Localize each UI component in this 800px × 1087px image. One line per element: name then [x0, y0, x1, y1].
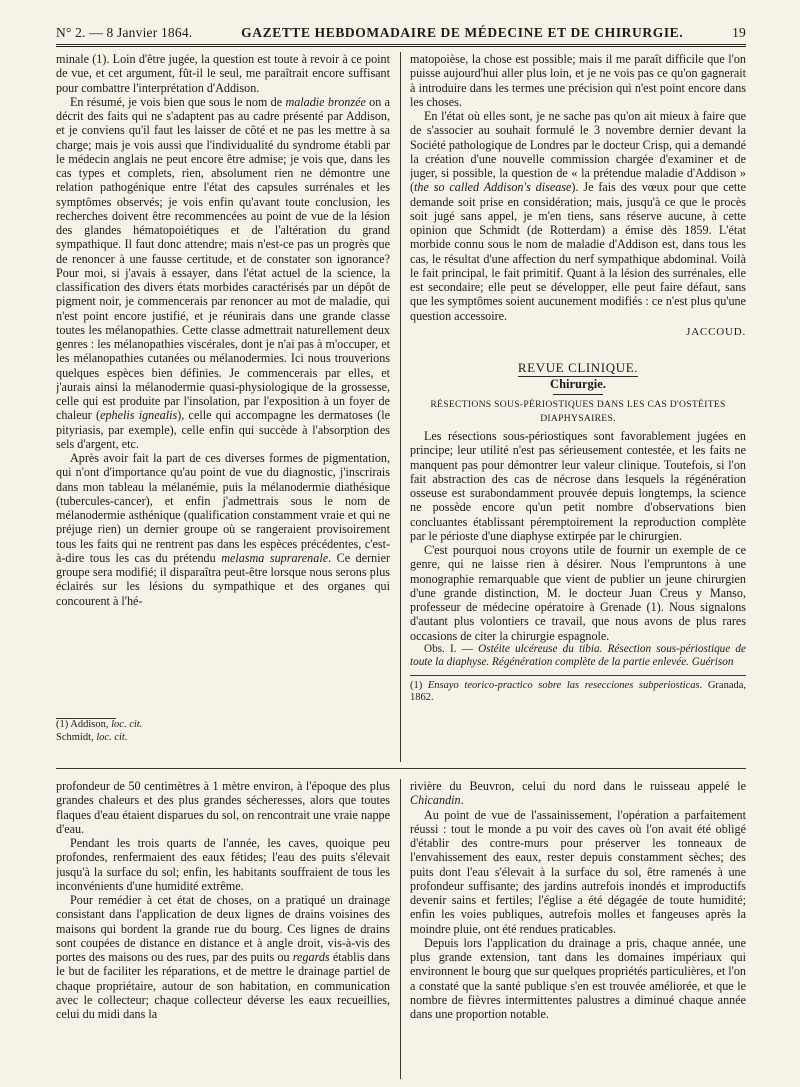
subtitle-rule: [553, 394, 603, 395]
paragraph: Les résections sous-périostiques sont favorablement jugées en principe; leur utilité n'est pas sérieusement contestée, et les faits ne manquent pas pour démontrer leur valeur clinique. Toutefois, si l'on fait abstraction des cas de nécrose dans lesquels la régénération osseuse est surabondamment prouvée depuis longtemps, la science ne possède encore qu'un petit nombre d'observations bien concluantes établissant péremptoirement la reproduction complète par le périoste d'une diaphyse extirpée par le chirurgien.: [410, 429, 746, 543]
paragraph: C'est pourquoi nous croyons utile de fournir un exemple de ce genre, qui ne laisse rien à désirer. Nous l'empruntons à une monographie remarquable que vient de publier un jeune chirurgien d'une grande distinction, M. le docteur Juan Creus y Manso, professeur de médecine opératoire à Grenade (1). Nous signalons d'autant plus volontiers ce travail, que nous avons de plus rares occasions de citer la chirurgie espagnole.: [410, 543, 746, 643]
author-signature: JACCOUD.: [686, 325, 746, 338]
paragraph: Au point de vue de l'assainissement, l'opération a parfaitement réussi : tout le monde a pu voir des caves où l'on avait été obligé d'établir des contre-murs pour préserver les tonneaux de l'envahissement des eaux, rester depuis constamment sèches; des puits dont l'eau s'élevait à la surface du sol, être ramenés à une profondeur suffisante; des jardins autrefois inondés et improductifs devenir sains et fertiles; l'église a été dégagée de toute humidité; enfin les voies publiques, autrefois molles et fangeuses après la moindre pluie, ont été rendues praticables.: [410, 807, 746, 936]
section-divider: [56, 768, 746, 769]
column-top-left: [56, 52, 390, 697]
column-bottom-left: [56, 779, 390, 1079]
article-heading: RÉSECTIONS SOUS-PÉRIOSTIQUES DANS LES CAS D'OSTÉITES DIAPHYSAIRES.: [430, 398, 726, 424]
column-divider-lower: [400, 779, 401, 1079]
paragraph: matopoièse, la chose est possible; mais il me paraît difficile que l'on puisse aujourd'hui aller plus loin, et je ne vois pas ce qu'on gagnerait à introduire dans les termes une précision qui n'est point encore dans les choses.: [410, 52, 746, 109]
column-top-right: [410, 52, 746, 714]
column-bottom-right: [410, 779, 746, 1079]
paragraph: minale (1). Loin d'être jugée, la question est toute à revoir à ce point de vue, et cet argument, fût-il le seul, me paraîtrait encore suffisant pour combattre l'interprétation d'Addison.: [56, 52, 390, 95]
paragraph: Pendant les trois quarts de l'année, les caves, quoique peu profondes, renfermaient des eaux fétides; l'eau des puits s'élevait jusqu'à la surface du sol; enfin, les habitants souffraient de tous les inconvénients d'une humidité extrême.: [56, 836, 390, 893]
section-title: REVUE CLINIQUE.: [517, 360, 639, 375]
issue-number: N° 2. — 8 Janvier 1864.: [56, 25, 193, 40]
paragraph: En l'état où elles sont, je ne sache pas qu'on ait mieux à faire que de s'associer au souhait formulé le 3 novembre dernier devant la Société pathologique de Londres par le docteur Crisp, qui a demandé la création d'une nouvelle commission chargée d'examiner et de juger, si possible, la question de « la prétendue maladie d'Addison » (the so called Addison's disease). Je fais des vœux pour que cette demande soit prise en considération; mais, jusqu'à ce que le procès soit jugé sans appel, je m'en tiens, sans réserve aucune, à cette opinion que Schmidt (de Rotterdam) a émise dès 1859. L'état morbide connu sous le nom de maladie d'Addison est, dans tous les cas, le résultat d'une affection du nerf sympathique abdominal. Voilà le fait principal, le fait primitif. Quant à la lésion des surrénales, elle est secondaire; elle peut se développer, elle peut faire défaut, sans que les symptômes soient aucunement modifiés : ce n'est plus qu'une question accessoire.: [410, 109, 746, 323]
paragraph: Après avoir fait la part de ces diverses formes de pigmentation, qui n'ont d'importance qu'au point de vue du diagnostic, j'inscrirais dans mon tableau la mélanémie, puis la mélanodermie diathésique (tubercules-cancer), et enfin j'admettrais sous le nom de mélanodermie asthénique (qualification constamment vraie et qui ne préjuge rien) un dernier groupe où se rangeraient provisoirement tous les faits qui ne rentrent pas dans les espèces précédentes, c'est-à-dire tous les cas du prétendu melasma suprarenale. Ce dernier groupe sera modifié; il disparaîtra peut-être lorsque nous serons plus éclairés sur les lésions du sympathique et des organes qui concourent à l'hé-: [56, 451, 390, 608]
observation-heading: Obs. I. — Ostéite ulcéreuse du tibia. Résection sous-périostique de toute la diaphyse. Régénération complète de la partie enlevée. Guérison: [410, 642, 746, 668]
paragraph: Depuis lors l'application du drainage a pris, chaque année, une plus grande extension, tant dans les domaines impériaux qui environnent le bourg que sur quelques propriétés particulières, et l'on a constaté que la santé publique s'en est trouvée améliorée, et que le nombre de fièvres intermittentes palustres a diminué chaque année dans une proportion notable.: [410, 935, 746, 1021]
paragraph: Pour remédier à cet état de choses, on a pratiqué un drainage consistant dans l'application de deux lignes de drains voisines des maisons qui bordent la grande rue du bourg. Ces lignes de drains sont coupées de distance en distance et à angle droit, vis-à-vis des portes des maisons ou des rues, par des puits ou regards établis dans le but de faciliter les réparations, et de mettre le drainage partiel de chaque propriétaire, autour de son habitation, en communication avec le collecteur; chaque collecteur déverse les eaux recueillies, celui du midi dans la: [56, 893, 390, 1021]
paragraph: En résumé, je vois bien que sous le nom de maladie bronzée on a décrit des faits qui ne s'adaptent pas au cadre présenté par Addison, et je conviens qu'il faut les laisser de côté et ne pas les mettre à sa charge; mais je vois aussi que l'individualité du syndrome établi par le médecin anglais ne peut encore être admise; je vois que, dans les cas types et complets, rien, absolument rien ne démontre une relation pathogénique entre l'état des capsules surrénales et les symptômes observés; je vois enfin qu'avant toute conclusion, les recherches doivent être recommencées au point de vue de la lésion des glandes hématopoiétiques et de l'altération du grand sympathique. Il faut donc attendre; mais n'est-ce pas un progrès que de renoncer à une fausse certitude, et de constater son ignorance? Pour moi, si j'avais à essayer, dans l'état actuel de la science, la classification des divers états morbides caractérisés par un dépôt de pigment noir, je commencerais par renoncer au mot de maladie, qui n'est point encore justifié, et je réunirais dans une grande classe toutes les mélanopathies. Cette classe admettrait naturellement deux genres : les mélanopathies viscérales, dont je n'ai pas à m'occuper, et les mélanopathies cutanées ou mélanodermies. Ici nous trouverions quelques espèces bien définies. Je commencerais par elles, et j'aurais ainsi la mélanodermie quasi-physiologique de la grossesse, celle qui est produite par l'insolation, par l'exposition à un foyer de chaleur (ephelis ignealis), celle qui accompagne les dermatoses (le pityriasis, par exemple), celle enfin qui succède à l'absorption des sels d'argent, etc.: [56, 94, 390, 451]
paragraph: rivière du Beuvron, celui du nord dans le ruisseau appelé le Chicandin.: [410, 779, 746, 808]
footnote: Schmidt, loc. cit.: [56, 731, 128, 743]
page-header: [56, 22, 746, 47]
footnote: (1) Addison, loc. cit.: [56, 719, 143, 730]
section-subtitle: Chirurgie.: [550, 377, 606, 392]
page-number: 19: [732, 25, 746, 40]
paragraph: profondeur de 50 centimètres à 1 mètre environ, à l'époque des plus grandes chaleurs et des plus grandes sécheresses, alors que toutes flaques d'eau étaient disparues du sol, on rencontrait une vraie nappe d'eau.: [56, 779, 390, 836]
journal-title: GAZETTE HEBDOMADAIRE DE MÉDECINE ET DE CHIRURGIE.: [241, 25, 684, 40]
column-divider: [400, 52, 401, 762]
footnote: (1) Ensayo teorico-practico sobre las resecciones subperiosticas. Granada, 1862.: [410, 675, 746, 705]
footnotes: [56, 718, 390, 744]
